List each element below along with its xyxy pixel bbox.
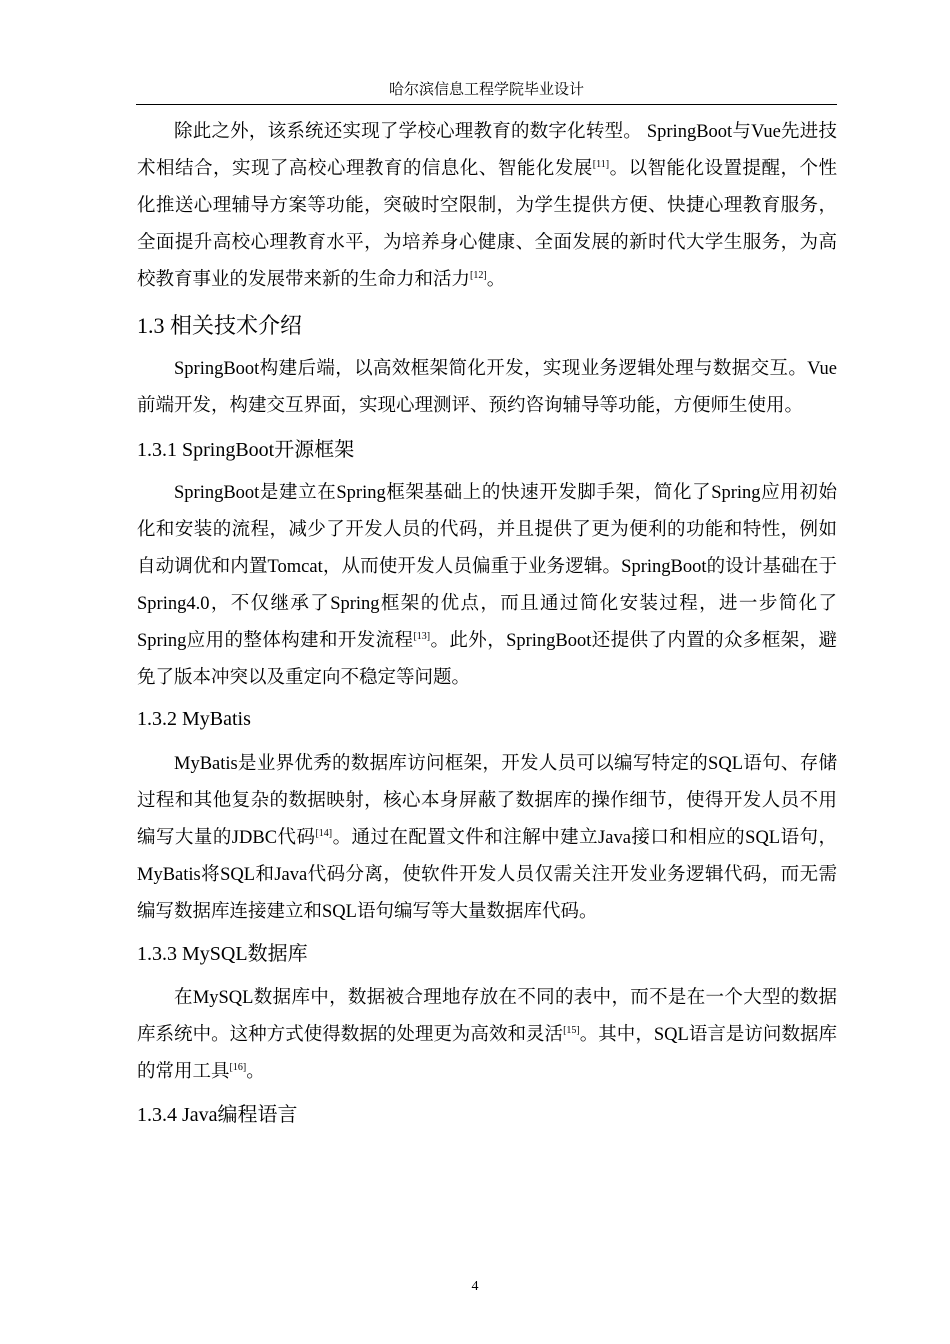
subsection-heading-1-3-3: 1.3.3 MySQL数据库 <box>137 943 308 965</box>
page-number: 4 <box>471 1279 479 1294</box>
paragraph-digital-transformation <box>137 114 837 299</box>
text-span: 。此外，SpringBoot还提供了内置的众多框架，避免了版本冲突以及重定向不稳定等问题。 <box>137 631 838 688</box>
text-span: SpringBoot构建后端，以高效框架简化开发，实现业务逻辑处理与数据交互。Vue前端开发，构建交互界面，实现心理测评、预约咨询辅导等功能，方便师生使用。 <box>137 359 837 416</box>
text-span: MyBatis是业界优秀的数据库访问框架，开发人员可以编写特定的SQL语句、存储过程和其他复杂的数据映射，核心本身屏蔽了数据库的操作细节，使得开发人员不用编写大量的JDBC代码 <box>137 754 837 848</box>
subsection-heading-1-3-2: 1.3.2 MyBatis <box>137 708 251 730</box>
paragraph-springboot <box>137 475 837 697</box>
text-span: 。通过在配置文件和注解中建立Java接口和相应的SQL语句，MyBatis将SQL和Java代码分离，使软件开发人员仅需关注开发业务逻辑代码，而无需编写数据库连接建立和SQL语句编写等大量数据库代码。 <box>137 828 837 922</box>
citation-12: [12] <box>470 270 487 281</box>
section-heading-1-3: 1.3 相关技术介绍 <box>137 313 303 338</box>
text-span: 。 <box>486 270 506 290</box>
text-span: 。 <box>246 1062 265 1082</box>
paragraph-mybatis <box>137 746 837 931</box>
page-content <box>137 114 837 1130</box>
text-span: SpringBoot是建立在Spring框架基础上的快速开发脚手架，简化了Spring应用初始化和安装的流程，减少了开发人员的代码，并且提供了更为便利的功能和特性，例如自动调优和内置Tomcat，从而使开发人员偏重于业务逻辑。SpringBoot的设计基础在于Spring4.0，不仅继承了Spring框架的优点，而且通过简化安装过程，进一步简化了Spring应用的整体构建和开发流程 <box>137 483 837 651</box>
text-span: 除此之外，该系统还实现了学校心理教育的数字化转型。 SpringBoot与Vue先进技术相结合，实现了高校心理教育的信息化、智能化发展 <box>137 122 837 179</box>
citation-13: [13] <box>413 631 431 642</box>
paragraph-tech-overview <box>137 351 837 425</box>
citation-16: [16] <box>229 1062 247 1073</box>
subsection-heading-1-3-1: 1.3.1 SpringBoot开源框架 <box>137 439 355 461</box>
citation-15: [15] <box>563 1025 580 1036</box>
page-header: 哈尔滨信息工程学院毕业设计 <box>388 82 584 98</box>
text-span: 。以智能化设置提醒，个性化推送心理辅导方案等功能，突破时空限制，为学生提供方便、快捷心理教育服务，全面提升高校心理教育水平，为培养身心健康、全面发展的新时代大学生服务，为高校教育事业的发展带来新的生命力和活力 <box>137 159 837 290</box>
text-span: 。其中，SQL语言是访问数据库的常用工具 <box>137 1025 837 1082</box>
citation-11: [11] <box>592 159 610 170</box>
paragraph-mysql <box>137 980 837 1091</box>
citation-14: [14] <box>315 828 333 839</box>
text-span: 在MySQL数据库中，数据被合理地存放在不同的表中，而不是在一个大型的数据库系统中。这种方式使得数据的处理更为高效和灵活 <box>137 988 837 1045</box>
header-rule <box>136 104 837 105</box>
subsection-heading-1-3-4: 1.3.4 Java编程语言 <box>137 1104 298 1126</box>
